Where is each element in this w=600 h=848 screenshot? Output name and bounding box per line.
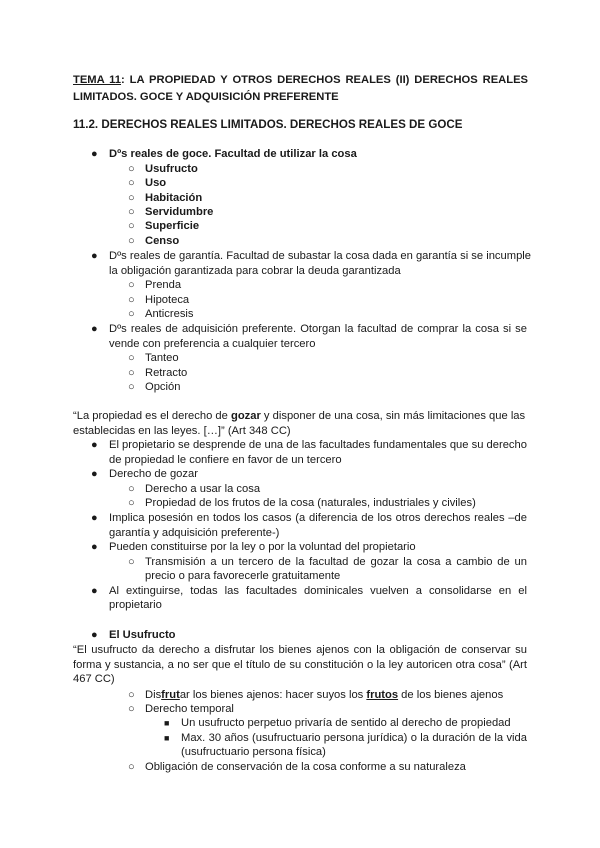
usufructo-quote-line1: “El usufructo da derecho a disfrutar los bienes ajenos con la obligación de conservar su xyxy=(73,644,527,656)
circle-bullet-icon: ○ xyxy=(128,703,135,715)
garantia-line2: la obligación garantizada para cobrar la deuda garantizada xyxy=(109,265,401,277)
list-item: Tanteo xyxy=(145,352,179,364)
point-2-sub1: Derecho a usar la cosa xyxy=(145,483,261,495)
usufructo-quote-line2: forma y sustancia, a no ser que el título de su constitución o la ley autoricen otra cosa” (Art xyxy=(73,659,527,671)
adquisicion-line1: Dºs reales de adquisición preferente. Otorgan la facultad de comprar la cosa si se xyxy=(109,323,527,335)
bullet-icon: ● xyxy=(91,512,98,524)
circle-bullet-icon: ○ xyxy=(128,352,135,364)
quote-348-post: y disponer de una cosa, sin más limitaciones que las xyxy=(260,410,526,422)
usufructo-point-2-sub2-line1: Max. 30 años (usufructuario persona jurídica) o la duración de la vida xyxy=(181,732,527,744)
circle-bullet-icon: ○ xyxy=(128,689,135,701)
list-item: Superficie xyxy=(145,220,200,232)
circle-bullet-icon: ○ xyxy=(128,235,135,247)
circle-bullet-icon: ○ xyxy=(128,497,135,509)
list-item: Censo xyxy=(145,235,180,247)
point-4-sub1-line1: Transmisión a un tercero de la facultad de gozar la cosa a cambio de un xyxy=(145,556,527,568)
square-bullet-icon: ■ xyxy=(164,733,170,743)
quote-348-pre: “La propiedad es el derecho de xyxy=(73,410,231,422)
circle-bullet-icon: ○ xyxy=(128,294,135,306)
circle-bullet-icon: ○ xyxy=(128,177,135,189)
d1-a: Dis xyxy=(145,689,162,701)
bullet-icon: ● xyxy=(91,250,98,262)
garantia-line1: Dºs reales de garantía. Facultad de subastar la cosa dada en garantía si se incumple xyxy=(109,250,532,262)
title-tema: TEMA 11 xyxy=(73,74,122,86)
circle-bullet-icon: ○ xyxy=(128,556,135,568)
square-bullet-icon: ■ xyxy=(164,718,170,728)
list-item: Servidumbre xyxy=(145,206,214,218)
section-subtitle: 11.2. DERECHOS REALES LIMITADOS. DERECHOS REALES DE GOCE xyxy=(73,118,463,131)
bullet-icon: ● xyxy=(91,323,98,335)
quote-348-line2: establecidas en las leyes. […]” (Art 348 CC) xyxy=(73,425,291,437)
bullet-icon: ● xyxy=(91,585,98,597)
bullet-icon: ● xyxy=(91,629,98,641)
usufructo-point-2: Derecho temporal xyxy=(145,703,234,715)
usufructo-point-2-sub1: Un usufructo perpetuo privaría de sentido al derecho de propiedad xyxy=(181,717,511,729)
usufructo-point-3: Obligación de conservación de la cosa conforme a su naturaleza xyxy=(145,761,466,773)
d1-d: frutos xyxy=(366,689,399,701)
d1-e: de los bienes ajenos xyxy=(398,689,504,701)
circle-bullet-icon: ○ xyxy=(128,761,135,773)
point-1-line1: El propietario se desprende de una de las facultades fundamentales que su derecho xyxy=(109,439,527,451)
circle-bullet-icon: ○ xyxy=(128,220,135,232)
list-item: Retracto xyxy=(145,367,188,379)
circle-bullet-icon: ○ xyxy=(128,163,135,175)
list-item: Opción xyxy=(145,381,181,393)
list-item: Anticresis xyxy=(145,308,194,320)
circle-bullet-icon: ○ xyxy=(128,367,135,379)
list-item: Uso xyxy=(145,177,167,189)
usufructo-point-2-sub2-line2: (usufructuario persona física) xyxy=(181,746,326,758)
point-4-sub1-line2: precio o para favorecerle gratuitamente xyxy=(145,570,341,582)
bullet-icon: ● xyxy=(91,541,98,553)
quote-348-line1 xyxy=(73,409,525,424)
point-2: Derecho de gozar xyxy=(109,468,198,480)
bullet-icon: ● xyxy=(91,148,98,160)
d1-c: ar los bienes ajenos: hacer suyos los xyxy=(179,689,367,701)
list-item: Hipoteca xyxy=(145,294,190,306)
point-5-line1: Al extinguirse, todas las facultades dominicales vuelven a consolidarse en el xyxy=(109,585,527,597)
page-title xyxy=(73,72,528,106)
point-3-line2: garantía y adquisición preferente-) xyxy=(109,527,280,539)
circle-bullet-icon: ○ xyxy=(128,483,135,495)
list-item: Usufructo xyxy=(145,163,198,175)
list-item: Prenda xyxy=(145,279,182,291)
quote-348-bold: gozar xyxy=(230,410,261,422)
point-4: Pueden constituirse por la ley o por la voluntad del propietario xyxy=(109,541,416,553)
circle-bullet-icon: ○ xyxy=(128,381,135,393)
circle-bullet-icon: ○ xyxy=(128,206,135,218)
usufructo-quote-line3: 467 CC) xyxy=(73,673,115,685)
circle-bullet-icon: ○ xyxy=(128,279,135,291)
bullet-icon: ● xyxy=(91,468,98,480)
goce-heading: Dºs reales de goce. Facultad de utilizar la cosa xyxy=(109,148,357,160)
circle-bullet-icon: ○ xyxy=(128,192,135,204)
list-item: Habitación xyxy=(145,192,203,204)
circle-bullet-icon: ○ xyxy=(128,308,135,320)
point-1-line2: de propiedad le confiere en favor de un tercero xyxy=(109,454,342,466)
d1-b: frut xyxy=(161,689,180,701)
point-3-line1: Implica posesión en todos los casos (a diferencia de los otros derechos reales –de xyxy=(109,512,527,524)
bullet-icon: ● xyxy=(91,439,98,451)
point-5-line2: propietario xyxy=(109,599,162,611)
point-2-sub2: Propiedad de los frutos de la cosa (naturales, industriales y civiles) xyxy=(145,497,476,509)
usufructo-heading: El Usufructo xyxy=(109,629,176,641)
usufructo-point-1 xyxy=(145,688,503,703)
adquisicion-line2: vende con preferencia a cualquier tercero xyxy=(109,338,316,350)
title-rest: : LA PROPIEDAD Y OTROS DERECHOS REALES (II) DERECHOS REALES LIMITADOS. GOCE Y ADQUISICIÓN PREFERENTE xyxy=(73,74,528,103)
